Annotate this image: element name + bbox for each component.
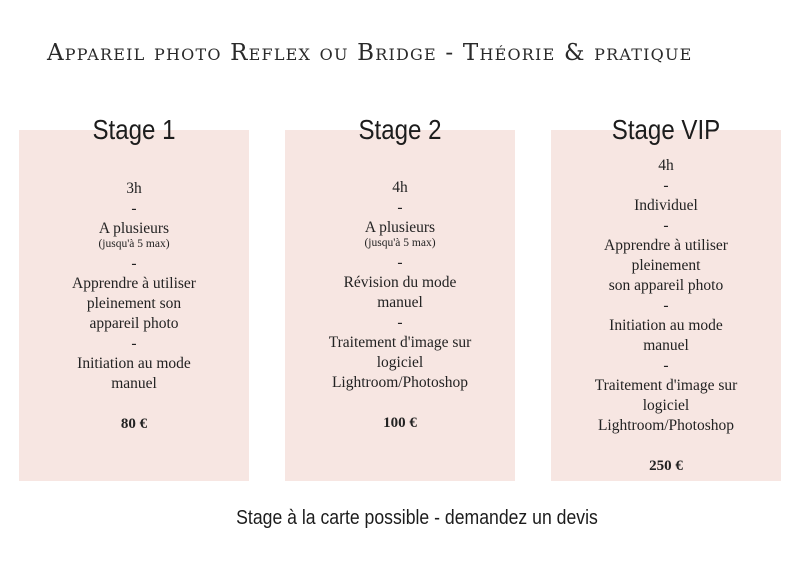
stage-vip-content-1-line-3: son appareil photo (608, 277, 724, 294)
stage-2-details (285, 178, 515, 433)
stage-1-duration: 3h (126, 180, 142, 197)
stage-vip-price: 250 € (649, 458, 683, 474)
stage-2-content-2-line-3: Lightroom/Photoshop (331, 374, 469, 391)
stage-vip-content-1-line-1: Apprendre à utiliser (604, 237, 728, 254)
separator: - (663, 177, 669, 194)
stage-1-content-1-line-3: appareil photo (89, 315, 179, 332)
stage-vip-duration: 4h (658, 157, 674, 174)
stage-2-duration: 4h (392, 179, 408, 196)
stage-1-details (19, 179, 249, 434)
stage-1-content-2-line-2: manuel (111, 375, 157, 392)
stage-vip-content-3-line-2: logiciel (642, 397, 690, 414)
stage-1-content-2-line-1: Initiation au mode (77, 355, 191, 372)
stage-2-content-2-line-2: logiciel (376, 354, 424, 371)
stage-vip-content-1-line-2: pleinement (631, 257, 701, 274)
stage-1-price: 80 € (120, 416, 148, 432)
stage-vip-content-3-line-1: Traitement d'image sur (594, 377, 738, 394)
separator: - (397, 254, 403, 271)
stage-vip-content-2-line-2: manuel (643, 337, 689, 354)
stage-2-title: Stage 2 (358, 114, 442, 145)
stage-vip-title: Stage VIP (611, 114, 721, 145)
separator: - (131, 255, 137, 272)
separator: - (663, 217, 669, 234)
stage-2-group-note: (jusqu'à 5 max) (364, 237, 436, 249)
separator: - (131, 200, 137, 217)
stage-vip-details (551, 156, 781, 476)
separator: - (663, 357, 669, 374)
separator: - (397, 314, 403, 331)
stage-2-content-1-line-1: Révision du mode (343, 274, 457, 291)
stage-vip-group: Individuel (634, 197, 698, 214)
footer-note: Stage à la carte possible - demandez un devis (236, 506, 598, 529)
stage-2-content-1-line-2: manuel (377, 294, 423, 311)
stage-1-group: A plusieurs (98, 220, 170, 237)
stage-1-group-note: (jusqu'à 5 max) (98, 238, 170, 250)
separator: - (663, 297, 669, 314)
stage-vip-content-3-line-3: Lightroom/Photoshop (597, 417, 735, 434)
stage-1-content-1-line-1: Apprendre à utiliser (72, 275, 196, 292)
separator: - (131, 335, 137, 352)
stage-2-content-2-line-1: Traitement d'image sur (328, 334, 472, 351)
stage-2-price: 100 € (383, 415, 417, 431)
separator: - (397, 199, 403, 216)
stage-1-title: Stage 1 (92, 114, 176, 145)
stage-2-group: A plusieurs (364, 219, 436, 236)
page-title: Appareil photo Reflex ou Bridge - Théorie & pratique (47, 40, 693, 66)
stage-vip-content-2-line-1: Initiation au mode (609, 317, 723, 334)
stage-1-content-1-line-2: pleinement son (86, 295, 182, 312)
